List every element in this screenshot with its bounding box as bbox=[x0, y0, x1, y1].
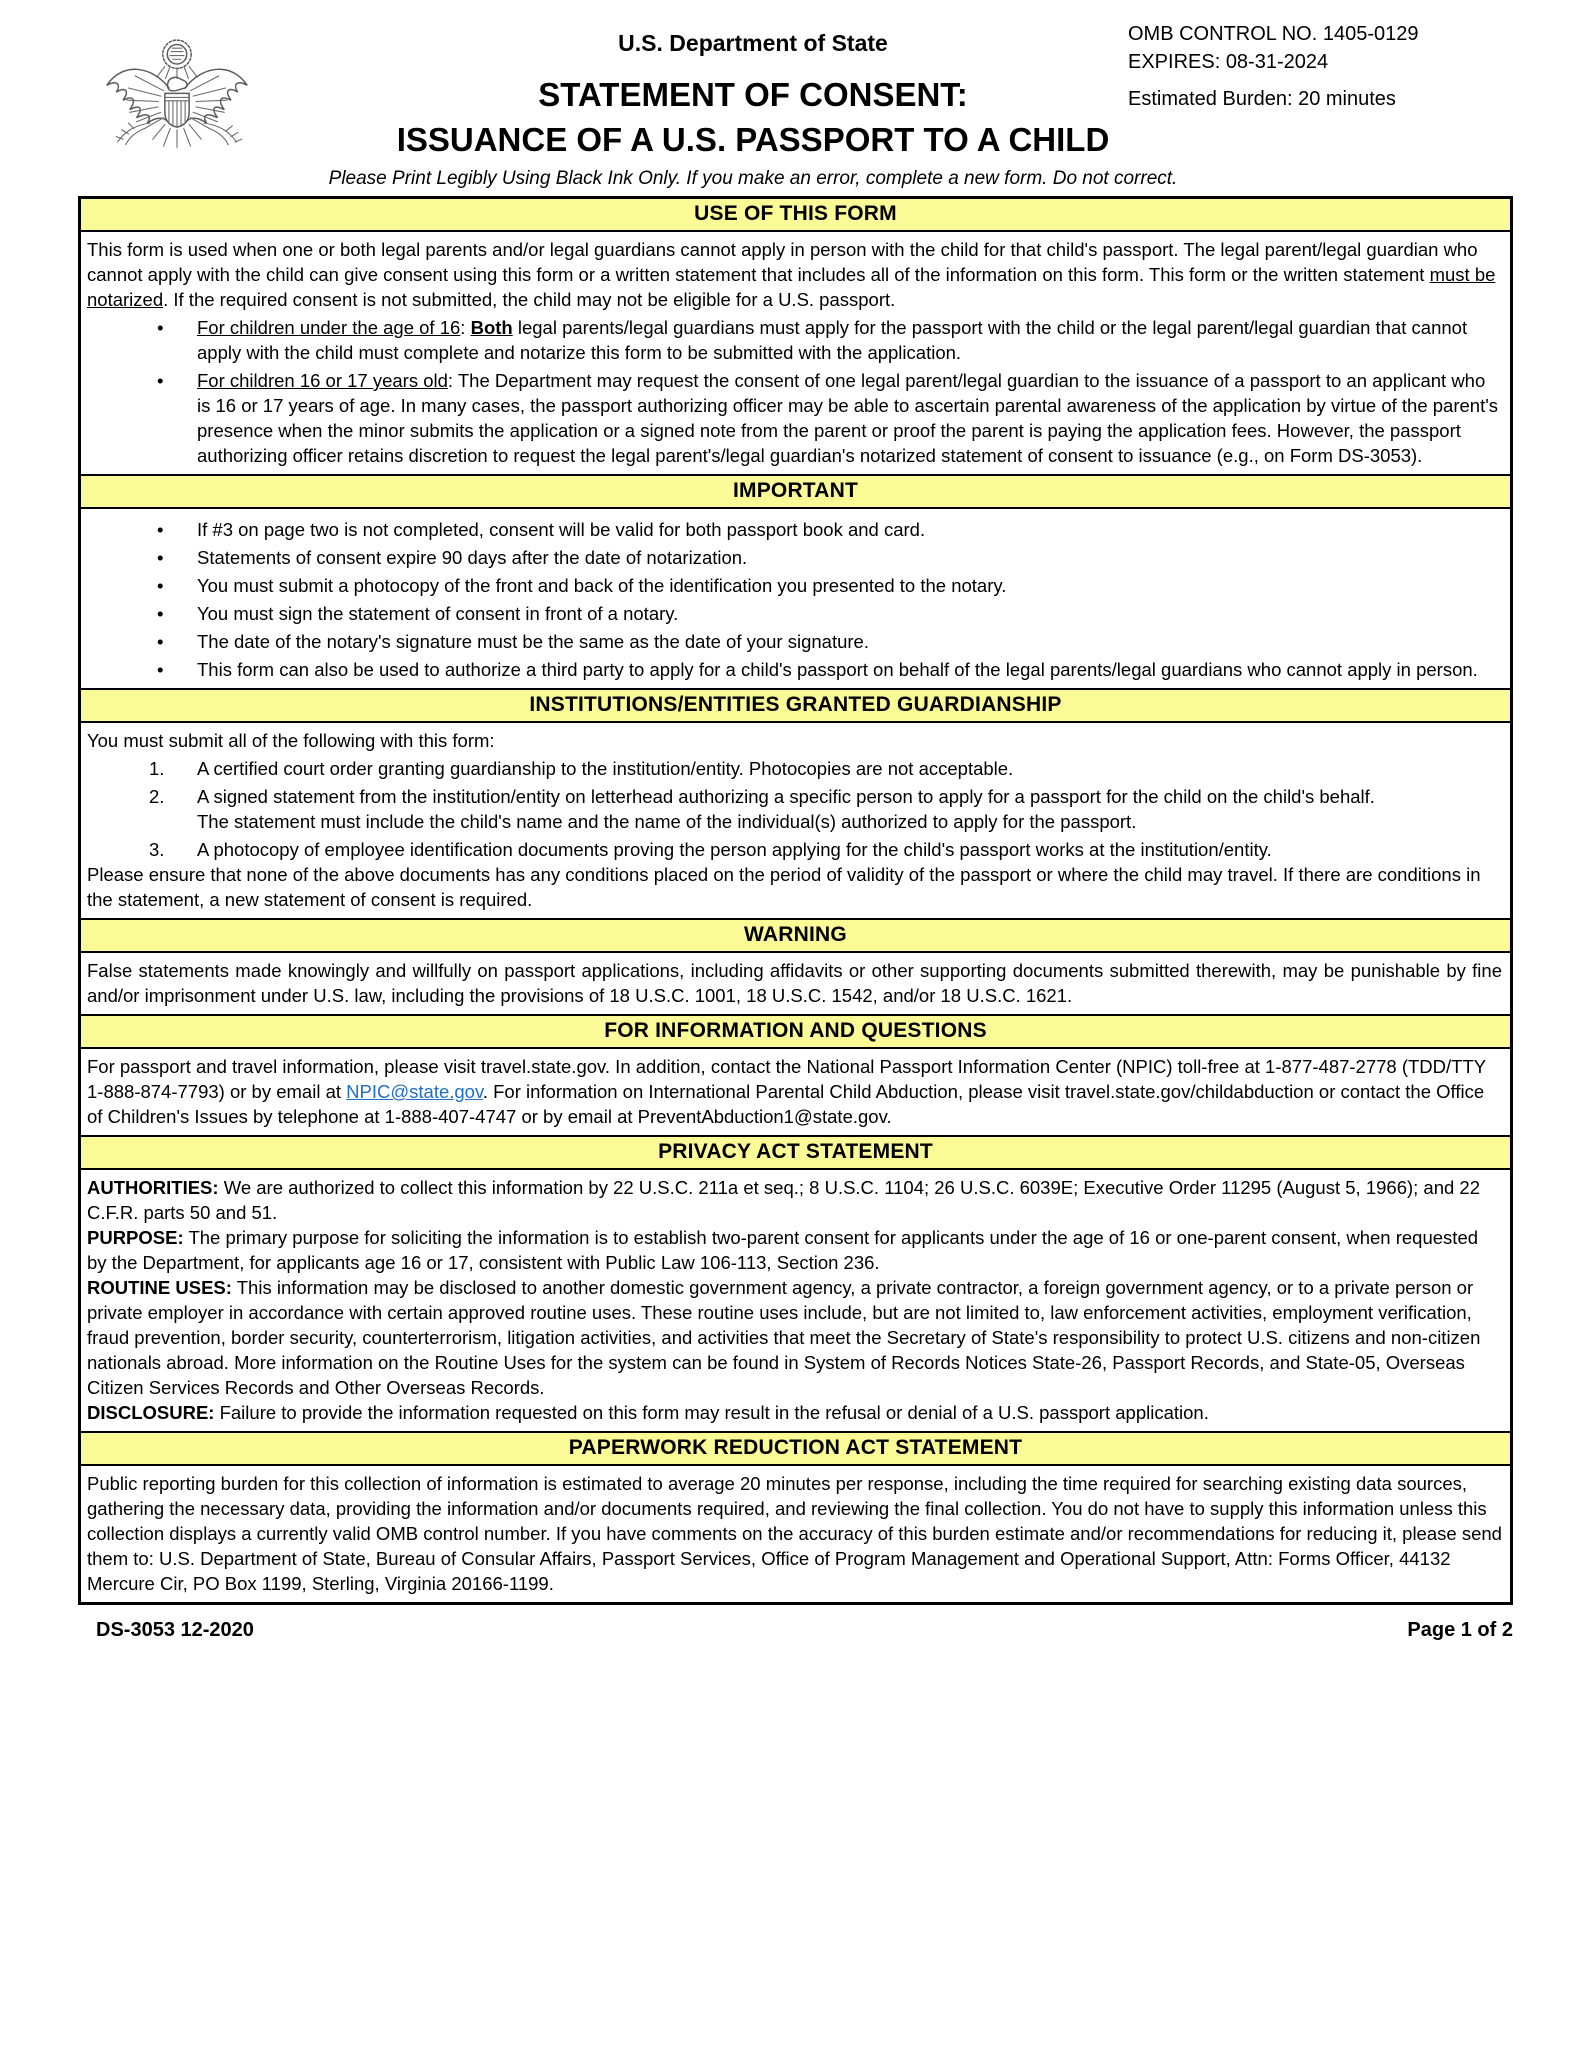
bullet-icon: • bbox=[157, 370, 164, 391]
section-warning bbox=[81, 918, 1510, 1014]
institutions-intro: You must submit all of the following with this form: bbox=[87, 730, 495, 751]
print-instruction: Please Print Legibly Using Black Ink Only. If you make an error, complete a new form. Do not correct. bbox=[328, 168, 1178, 189]
section-institutions bbox=[81, 688, 1510, 918]
section-heading-important: IMPORTANT bbox=[81, 474, 1510, 509]
section-body-institutions bbox=[81, 723, 1510, 918]
warning-paragraph: False statements made knowingly and willfully on passport applications, including affidavits or other supporting documents submitted therewith, may be punishable by fine and/or imprisonment under U.S. law, including the provisions of 18 U.S.C. 1001, 18 U.S.C. 1542, and/or 18 U.S.C. 1621. bbox=[87, 960, 1502, 1006]
use-bullet-16-17: • For children 16 or 17 years old: The Department may request the consent of one legal parent/legal guardian to the issuance of a passport to an applicant who is 16 or 17 years of age. In many cases, the passport authorizing officer may be able to ascertain parental awareness of the application by virtue of the parent's presence when the minor submits the application or a signed note from the parent or proof the parent is paying the application fees. However, the passport authorizing officer retains discretion to request the legal parent's/legal guardian's notarized statement of consent to issuance (e.g., on Form DS-3053). bbox=[157, 370, 1498, 466]
list-number: 1. bbox=[149, 758, 165, 779]
underlined-phrase-under-16: For children under the age of 16 bbox=[197, 317, 461, 338]
privacy-purpose-paragraph: PURPOSE: The primary purpose for soliciting the information is to establish two-parent consent for applicants under the age of 16 or one-parent consent, when requested by the Department, for applicants age 16 or 17, consistent with Public Law 106-113, Section 236. bbox=[87, 1227, 1479, 1273]
list-number: 2. bbox=[149, 786, 165, 807]
bullet-icon: • bbox=[157, 659, 164, 680]
page-footer bbox=[78, 1619, 1513, 1642]
great-seal-eagle-icon bbox=[96, 34, 258, 196]
important-bullet-2: • Statements of consent expire 90 days after the date of notarization. bbox=[157, 547, 748, 568]
section-body-warning bbox=[81, 953, 1510, 1014]
institutions-item-3: 3. A photocopy of employee identification documents proving the person applying for the child's passport works at the institution/entity. bbox=[149, 839, 1272, 860]
underlined-phrase-must-be-notarized: must be notarized bbox=[87, 264, 1496, 310]
section-paperwork-reduction bbox=[81, 1431, 1510, 1602]
bullet-icon: • bbox=[157, 631, 164, 652]
information-paragraph: For passport and travel information, please visit travel.state.gov. In addition, contact the National Passport Information Center (NPIC) toll-free at 1-877-487-2778 (TDD/TTY 1-888-874-7793) or by email at NPIC@state.gov. For information on International Parental Child Abduction, please visit travel.state.gov/childabduction or contact the Office of Children's Issues by telephone at 1-888-407-4747 or by email at PreventAbduction1@state.gov. bbox=[87, 1056, 1486, 1127]
bullet-icon: • bbox=[157, 519, 164, 540]
section-heading-information: FOR INFORMATION AND QUESTIONS bbox=[81, 1014, 1510, 1049]
institutions-closing: Please ensure that none of the above documents has any conditions placed on the period of validity of the passport or where the child may travel. If there are conditions in the statement, a new statement of consent is required. bbox=[87, 864, 1481, 910]
section-information bbox=[81, 1014, 1510, 1135]
form-title-line1: STATEMENT OF CONSENT: bbox=[538, 76, 968, 113]
section-use-of-this-form bbox=[81, 199, 1510, 474]
bullet-icon: • bbox=[157, 603, 164, 624]
section-important bbox=[81, 474, 1510, 688]
use-bullet-under-16: • For children under the age of 16: Both legal parents/legal guardians must apply for the passport with the child or the legal parent/legal guardian that cannot apply with the child must complete and notarize this form to be submitted with the application. bbox=[157, 317, 1468, 363]
institutions-item-2: 2. A signed statement from the institution/entity on letterhead authorizing a specific person to apply for a passport for the child on the child's behalf. The statement must include the child's name and the name of the individual(s) authorized to apply for the passport. bbox=[87, 784, 1502, 834]
privacy-authorities-paragraph: AUTHORITIES: We are authorized to collect this information by 22 U.S.C. 211a et seq.; 8 U.S.C. 1104; 26 U.S.C. 6039E; Executive Order 11295 (August 5, 1966); and 22 C.F.R. parts 50 and 51. bbox=[87, 1177, 1481, 1223]
header-title-block bbox=[258, 30, 1248, 190]
use-intro-paragraph: This form is used when one or both legal parents and/or legal guardians cannot apply in person with the child for that child's passport. The legal parent/legal guardian who cannot apply with the child can give consent using this form or a written statement that includes all of the information on this form. This form or the written statement must be notarized. If the required consent is not submitted, the child may not be eligible for a U.S. passport. bbox=[87, 239, 1496, 310]
important-bullet-6: • This form can also be used to authorize a third party to apply for a child's passport on behalf of the legal parents/legal guardians who cannot apply in person. bbox=[157, 659, 1478, 680]
npic-email-link[interactable]: NPIC@state.gov bbox=[346, 1081, 483, 1102]
disclosure-label: DISCLOSURE: bbox=[87, 1402, 215, 1423]
important-bullet-4: • You must sign the statement of consent in front of a notary. bbox=[157, 603, 679, 624]
omb-expires: EXPIRES: 08-31-2024 bbox=[1128, 51, 1329, 73]
section-heading-warning: WARNING bbox=[81, 918, 1510, 953]
important-bullet-3: • You must submit a photocopy of the front and back of the identification you presented to the notary. bbox=[157, 575, 1007, 596]
routine-uses-label: ROUTINE USES: bbox=[87, 1277, 232, 1298]
form-header bbox=[0, 0, 1583, 196]
page-number: Page 1 of 2 bbox=[1407, 1619, 1513, 1641]
bullet-icon: • bbox=[157, 547, 164, 568]
omb-control-number: OMB CONTROL NO. 1405-0129 bbox=[1128, 23, 1419, 45]
section-body-information bbox=[81, 1049, 1510, 1135]
purpose-label: PURPOSE: bbox=[87, 1227, 184, 1248]
form-title bbox=[258, 72, 1248, 162]
bold-underlined-both: Both bbox=[470, 317, 513, 338]
section-body-privacy-act bbox=[81, 1170, 1510, 1431]
omb-block bbox=[1128, 20, 1418, 113]
section-privacy-act bbox=[81, 1135, 1510, 1431]
section-body-use-of-this-form bbox=[81, 232, 1510, 474]
form-number: DS-3053 12-2020 bbox=[96, 1619, 254, 1641]
institutions-item-1: 1. A certified court order granting guardianship to the institution/entity. Photocopies are not acceptable. bbox=[149, 758, 1014, 779]
estimated-burden: Estimated Burden: 20 minutes bbox=[1128, 88, 1396, 110]
section-heading-use-of-this-form: USE OF THIS FORM bbox=[81, 199, 1510, 232]
section-heading-privacy-act: PRIVACY ACT STATEMENT bbox=[81, 1135, 1510, 1170]
section-body-paperwork-reduction bbox=[81, 1466, 1510, 1602]
list-number: 3. bbox=[149, 839, 165, 860]
institutions-item-2-continuation: The statement must include the child's name and the name of the individual(s) authorized to apply for the passport. bbox=[197, 811, 1137, 832]
section-body-important bbox=[81, 509, 1510, 688]
privacy-disclosure-paragraph: DISCLOSURE: Failure to provide the information requested on this form may result in the refusal or denial of a U.S. passport application. bbox=[87, 1402, 1209, 1423]
section-heading-paperwork-reduction: PAPERWORK REDUCTION ACT STATEMENT bbox=[81, 1431, 1510, 1466]
bullet-icon: • bbox=[157, 575, 164, 596]
important-bullet-5: • The date of the notary's signature must be the same as the date of your signature. bbox=[157, 631, 869, 652]
privacy-routine-uses-paragraph: ROUTINE USES: This information may be disclosed to another domestic government agency, a private contractor, a foreign government agency, or to a private person or private employer in accordance with certain approved routine uses. These routine uses include, but are not limited to, law enforcement activities, employment verification, fraud prevention, border security, counterterrorism, litigation activities, and activities that meet the Secretary of State's responsibility to protect U.S. citizens and non-citizen nationals abroad. More information on the Routine Uses for the system can be found in System of Records Notices State-26, Passport Records, and State-05, Overseas Citizen Services Records and Other Overseas Records. bbox=[87, 1277, 1481, 1398]
agency-name: U.S. Department of State bbox=[618, 30, 888, 56]
bullet-icon: • bbox=[157, 317, 164, 338]
paperwork-paragraph: Public reporting burden for this collection of information is estimated to average 20 minutes per response, including the time required for searching existing data sources, gathering the necessary data, providing the information and/or documents required, and reviewing the final collection. You do not have to supply this information unless this collection displays a currently valid OMB control number. If you have comments on the accuracy of this burden estimate and/or recommendations for reducing it, please send them to: U.S. Department of State, Bureau of Consular Affairs, Passport Services, Office of Program Management and Operational Support, Attn: Forms Officer, 44132 Mercure Cir, PO Box 1199, Sterling, Virginia 20166-1199. bbox=[87, 1473, 1502, 1594]
form-title-line2: ISSUANCE OF A U.S. PASSPORT TO A CHILD bbox=[396, 121, 1110, 158]
authorities-label: AUTHORITIES: bbox=[87, 1177, 219, 1198]
underlined-phrase-16-or-17: For children 16 or 17 years old bbox=[197, 370, 448, 391]
form-body-table bbox=[78, 196, 1513, 1605]
section-heading-institutions: INSTITUTIONS/ENTITIES GRANTED GUARDIANSHIP bbox=[81, 688, 1510, 723]
important-bullet-1: • If #3 on page two is not completed, consent will be valid for both passport book and card. bbox=[157, 519, 926, 540]
